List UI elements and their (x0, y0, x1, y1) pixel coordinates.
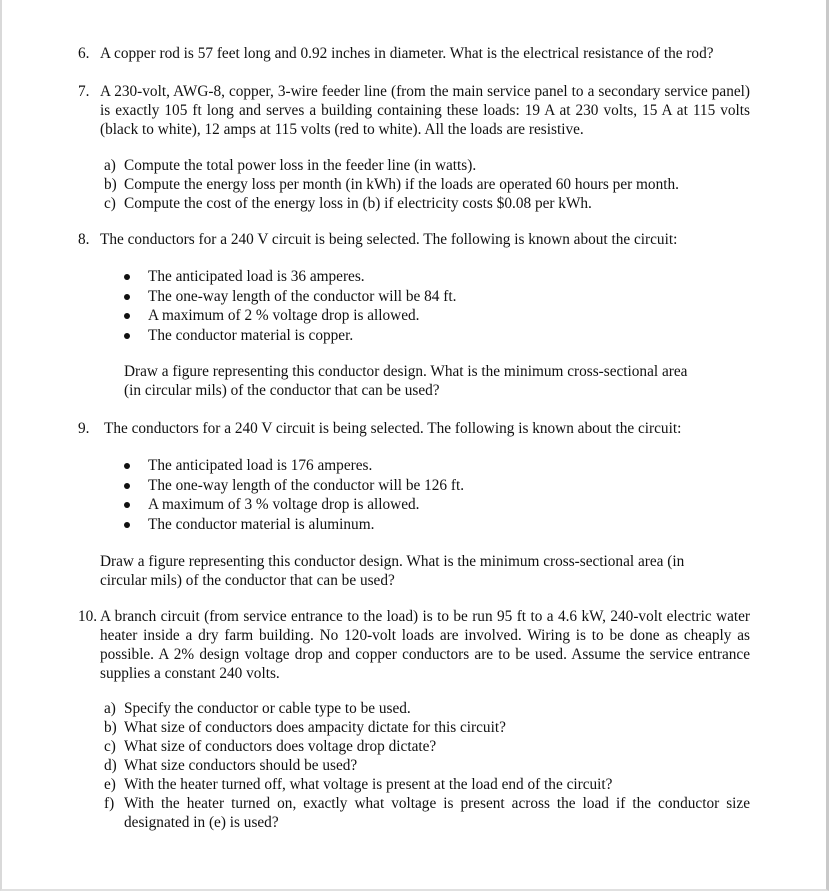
part-text: What size of conductors does ampacity dictate for this circuit? (124, 719, 506, 736)
problem-9-bullets (120, 456, 680, 534)
part-item (104, 756, 750, 775)
part-label: b) (104, 719, 117, 736)
bullet-item (120, 515, 680, 535)
bullet-item (120, 267, 680, 287)
bullet-text: A maximum of 2 % voltage drop is allowed. (148, 307, 420, 324)
bullet-item (120, 326, 680, 346)
bullet-text: The one-way length of the conductor will be 84 ft. (148, 287, 457, 305)
bullet-item (120, 476, 680, 496)
bullet-icon (124, 522, 130, 528)
part-text: What size of conductors does voltage drop dictate? (124, 738, 437, 755)
bullet-item (120, 456, 680, 476)
part-label: c) (104, 738, 116, 755)
part-text: Compute the total power loss in the feeder line (in watts). (124, 157, 477, 174)
part-item (104, 699, 750, 718)
bullet-text: The one-way length of the conductor will be 126 ft. (148, 476, 465, 494)
problem-9-followup: Draw a figure representing this conductor design. What is the minimum cross-sectional area (in circular mils) of the conductor that can be used? (100, 553, 685, 589)
part-label: a) (104, 700, 116, 717)
bullet-icon (124, 483, 130, 489)
problem-number: 8. (78, 231, 90, 248)
part-label: b) (104, 176, 117, 193)
problem-text: A 230-volt, AWG-8, copper, 3-wire feeder line (from the main service panel to a secondary service panel) is exactly 105 ft long and serves a building containing these loads: 19 A at 230 volts, 15 A at 115 volts (black to white), 12 amps at 115 volts (red to white). All the loads are resistive. (100, 83, 750, 138)
problem-number: 10. (78, 608, 98, 625)
problem-number: 9. (78, 420, 90, 437)
part-text: With the heater turned off, what voltage is present at the load end of the circuit? (124, 776, 613, 793)
problem-text: The conductors for a 240 V circuit is being selected. The following is known about the circuit: (104, 420, 682, 437)
bullet-item (120, 495, 680, 515)
part-label: e) (104, 776, 116, 793)
bullet-icon (124, 463, 130, 469)
problem-10-parts (104, 699, 750, 832)
bullet-text: The conductor material is copper. (148, 326, 354, 344)
problem-text: A copper rod is 57 feet long and 0.92 inches in diameter. What is the electrical resistance of the rod? (100, 45, 714, 62)
bullet-icon (124, 294, 130, 300)
part-item (104, 194, 764, 213)
problem-number: 7. (78, 83, 90, 100)
problem-8-followup: Draw a figure representing this conductor design. What is the minimum cross-sectional area (in circular mils) of the conductor that can be used? (124, 363, 688, 399)
bullet-icon (124, 274, 130, 280)
bullet-text: The conductor material is aluminum. (148, 515, 375, 533)
part-text: With the heater turned on, exactly what voltage is present across the load if the conductor size designated in (e) is used? (124, 795, 750, 831)
problem-text: A branch circuit (from service entrance to the load) is to be run 95 ft to a 4.6 kW, 240-volt electric water heater inside a dry farm building. No 120-volt loads are involved. Wiring is to be done as cheaply as possible. A 2% design voltage drop and copper conductors are to be used. Assume the service entrance supplies a constant 240 volts. (100, 608, 750, 682)
part-text: Compute the energy loss per month (in kWh) if the loads are operated 60 hours per month. (124, 176, 679, 193)
problem-8 (78, 230, 778, 249)
part-item (104, 156, 764, 175)
part-item (104, 794, 750, 832)
part-label: a) (104, 157, 116, 174)
problem-6 (78, 44, 778, 63)
problem-number: 6. (78, 45, 90, 62)
bullet-item (120, 287, 680, 307)
part-item (104, 175, 764, 194)
part-item (104, 775, 750, 794)
part-text: Compute the cost of the energy loss in (b) if electricity costs $0.08 per kWh. (124, 195, 592, 212)
problem-9 (78, 419, 778, 438)
bullet-item (120, 306, 680, 326)
problem-text: The conductors for a 240 V circuit is being selected. The following is known about the circuit: (100, 231, 678, 248)
part-label: f) (104, 795, 115, 812)
bullet-text: The anticipated load is 36 amperes. (148, 268, 365, 285)
bullet-icon (124, 502, 130, 508)
problem-7 (78, 82, 750, 139)
bullet-icon (124, 313, 130, 319)
part-text: What size conductors should be used? (124, 757, 358, 774)
part-label: c) (104, 195, 116, 212)
problem-7-parts (104, 156, 764, 213)
part-label: d) (104, 757, 117, 774)
problem-8-bullets (120, 267, 680, 345)
bullet-text: A maximum of 3 % voltage drop is allowed. (148, 496, 420, 513)
part-item (104, 737, 750, 756)
bullet-text: The anticipated load is 176 amperes. (148, 457, 373, 474)
part-item (104, 718, 750, 737)
problem-10 (78, 607, 750, 683)
part-text: Specify the conductor or cable type to be used. (124, 700, 411, 717)
bullet-icon (124, 333, 130, 339)
